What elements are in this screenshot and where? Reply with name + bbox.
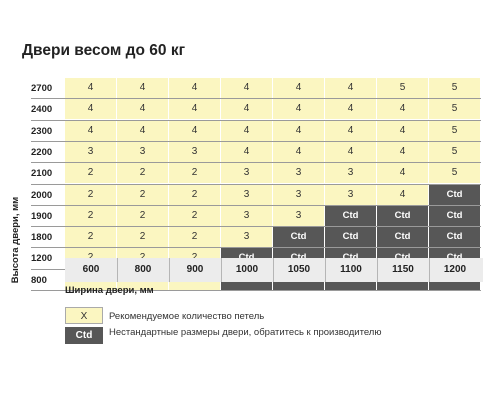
cell-hinge-count: 2 bbox=[65, 206, 116, 226]
cell-hinge-count: 3 bbox=[221, 227, 272, 247]
cell-hinge-count: 5 bbox=[429, 142, 480, 162]
table-row bbox=[31, 185, 481, 206]
x-tick-label: 800 bbox=[134, 264, 152, 275]
table-row bbox=[31, 206, 481, 227]
cell-hinge-count: 4 bbox=[273, 78, 324, 98]
cell-hinge-count: 4 bbox=[221, 121, 272, 141]
table-row bbox=[31, 99, 481, 120]
row-label-height: 1900 bbox=[31, 210, 53, 222]
x-axis-label: Ширина двери, мм bbox=[65, 285, 154, 296]
cell-hinge-count: 4 bbox=[221, 78, 272, 98]
row-label-height: 800 bbox=[31, 274, 47, 286]
cell-hinge-count: 4 bbox=[273, 142, 324, 162]
cell-hinge-count: 2 bbox=[117, 206, 168, 226]
cell-hinge-count: 2 bbox=[117, 185, 168, 205]
legend-custom-swatch: Ctd bbox=[65, 327, 103, 344]
x-tick-separator bbox=[429, 258, 430, 282]
x-tick-label: 1050 bbox=[287, 264, 311, 275]
row-label-height: 2200 bbox=[31, 146, 53, 158]
table-row bbox=[31, 142, 481, 163]
cell-hinge-count: 4 bbox=[65, 99, 116, 119]
cell-hinge-count: 4 bbox=[325, 121, 376, 141]
cell-hinge-count: 3 bbox=[325, 163, 376, 183]
legend-recommended-swatch: X bbox=[65, 307, 103, 324]
cell-hinge-count: 4 bbox=[221, 99, 272, 119]
x-tick-label: 1150 bbox=[392, 264, 414, 275]
cell-hinge-count: 4 bbox=[65, 121, 116, 141]
cell-hinge-count: 2 bbox=[169, 163, 220, 183]
cell-hinge-count: 4 bbox=[325, 99, 376, 119]
cell-hinge-count: 4 bbox=[377, 99, 428, 119]
cell-hinge-count: 4 bbox=[377, 142, 428, 162]
x-tick-separator bbox=[221, 258, 222, 282]
cell-hinge-count: 4 bbox=[325, 78, 376, 98]
cell-hinge-count: 3 bbox=[273, 206, 324, 226]
cell-hinge-count: 4 bbox=[117, 121, 168, 141]
cell-hinge-count: 5 bbox=[429, 163, 480, 183]
cell-hinge-count: 4 bbox=[325, 142, 376, 162]
cell-hinge-count: 4 bbox=[169, 78, 220, 98]
cell-hinge-count: 4 bbox=[65, 78, 116, 98]
cell-hinge-count: 4 bbox=[117, 78, 168, 98]
x-tick-label: 600 bbox=[82, 264, 100, 275]
cell-hinge-count: 4 bbox=[273, 99, 324, 119]
cell-hinge-count: 3 bbox=[273, 163, 324, 183]
row-label-height: 2100 bbox=[31, 168, 53, 180]
cell-hinge-count: 2 bbox=[169, 227, 220, 247]
row-label-height: 1200 bbox=[31, 253, 53, 265]
legend-custom-text: Нестандартные размеры двери, обратитесь к производителю bbox=[109, 327, 382, 338]
cell-hinge-count: 3 bbox=[325, 185, 376, 205]
cell-hinge-count: 5 bbox=[429, 121, 480, 141]
cell-hinge-count: 2 bbox=[169, 206, 220, 226]
row-label-height: 2000 bbox=[31, 189, 53, 201]
cell-custom: Ctd bbox=[429, 206, 480, 226]
row-label-height: 2300 bbox=[31, 125, 53, 137]
cell-hinge-count: 5 bbox=[377, 78, 428, 98]
x-tick-separator bbox=[169, 258, 170, 282]
cell-hinge-count: 4 bbox=[221, 142, 272, 162]
cell-hinge-count: 4 bbox=[273, 121, 324, 141]
cell-hinge-count: 2 bbox=[65, 163, 116, 183]
cell-hinge-count: 3 bbox=[117, 142, 168, 162]
cell-hinge-count: 3 bbox=[169, 142, 220, 162]
x-tick-label: 1000 bbox=[235, 264, 259, 275]
row-label-height: 1800 bbox=[31, 232, 53, 244]
x-tick-label: 1100 bbox=[340, 264, 362, 275]
cell-hinge-count: 4 bbox=[377, 121, 428, 141]
cell-hinge-count: 4 bbox=[169, 99, 220, 119]
cell-hinge-count: 2 bbox=[65, 185, 116, 205]
x-tick-separator bbox=[325, 258, 326, 282]
cell-hinge-count: 5 bbox=[429, 99, 480, 119]
x-axis-ticks bbox=[65, 258, 483, 282]
table-row bbox=[31, 227, 481, 248]
cell-hinge-count: 2 bbox=[117, 227, 168, 247]
cell-hinge-count: 4 bbox=[377, 163, 428, 183]
cell-custom: Ctd bbox=[377, 206, 428, 226]
cell-hinge-count: 4 bbox=[117, 99, 168, 119]
cell-hinge-count: 5 bbox=[429, 78, 480, 98]
x-tick-separator bbox=[273, 258, 274, 282]
table-row bbox=[31, 78, 481, 99]
cell-custom: Ctd bbox=[429, 227, 480, 247]
cell-custom: Ctd bbox=[325, 227, 376, 247]
cell-hinge-count: 3 bbox=[221, 185, 272, 205]
cell-custom: Ctd bbox=[429, 185, 480, 205]
chart-title: Двери весом до 60 кг bbox=[22, 42, 186, 59]
cell-hinge-count: 2 bbox=[169, 185, 220, 205]
cell-hinge-count: 3 bbox=[65, 142, 116, 162]
x-tick-separator bbox=[117, 258, 118, 282]
table-row bbox=[31, 163, 481, 184]
cell-custom: Ctd bbox=[377, 227, 428, 247]
cell-hinge-count: 2 bbox=[65, 227, 116, 247]
row-label-height: 2700 bbox=[31, 83, 53, 94]
y-axis-label: Высота двери, мм bbox=[10, 196, 21, 284]
cell-hinge-count: 4 bbox=[377, 185, 428, 205]
x-tick-label: 900 bbox=[186, 264, 204, 275]
x-tick-label: 1200 bbox=[443, 264, 467, 275]
x-tick-separator bbox=[377, 258, 378, 282]
cell-hinge-count: 3 bbox=[221, 163, 272, 183]
cell-custom: Ctd bbox=[273, 227, 324, 247]
cell-hinge-count: 3 bbox=[221, 206, 272, 226]
table-row bbox=[31, 121, 481, 142]
cell-hinge-count: 3 bbox=[273, 185, 324, 205]
legend-recommended-text: Рекомендуемое количество петель bbox=[109, 311, 265, 322]
cell-custom: Ctd bbox=[325, 206, 376, 226]
cell-hinge-count: 4 bbox=[169, 121, 220, 141]
cell-hinge-count: 2 bbox=[117, 163, 168, 183]
row-label-height: 2400 bbox=[31, 104, 53, 116]
